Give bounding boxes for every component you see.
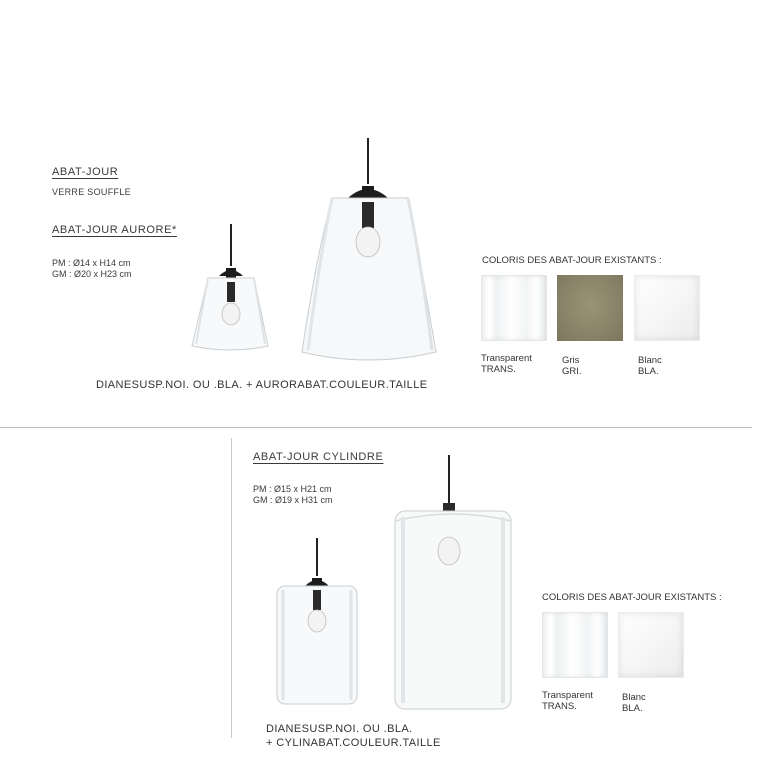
color-code: BLA. <box>638 366 659 377</box>
section-subtitle: VERRE SOUFFLE <box>52 187 131 197</box>
color-name: Blanc <box>622 692 646 703</box>
reference-cylindre <box>266 722 441 750</box>
swatch-caption-blanc <box>622 692 646 714</box>
product-name-cylindre: ABAT-JOUR CYLINDRE <box>253 451 384 463</box>
swatch-transparent <box>481 275 547 341</box>
color-name: Blanc <box>638 355 662 366</box>
swatch-blanc <box>618 612 684 678</box>
product-name-aurore: ABAT-JOUR AURORE* <box>52 224 177 236</box>
color-code: TRANS. <box>481 364 516 375</box>
dimension-gm: GM : Ø20 x H23 cm <box>52 269 132 279</box>
pendant-lamp-cylinder-large-icon <box>392 455 514 715</box>
dimensions-cylindre <box>253 484 333 506</box>
pendant-lamp-cylinder-small-icon <box>274 538 360 708</box>
reference-line-2: + CYLINABAT.COULEUR.TAILLE <box>266 737 441 749</box>
swatch-blanc <box>634 275 700 341</box>
color-name: Transparent <box>542 690 593 701</box>
pendant-lamp-aurore-small-icon <box>186 224 272 354</box>
color-code: GRI. <box>562 366 582 377</box>
section-divider <box>0 427 752 428</box>
color-name: Gris <box>562 355 580 366</box>
vertical-divider <box>231 438 232 738</box>
section-title: ABAT-JOUR <box>52 166 119 178</box>
swatch-caption-blanc <box>638 355 662 377</box>
swatch-caption-transparent <box>481 353 532 375</box>
swatch-transparent <box>542 612 608 678</box>
pendant-lamp-aurore-large-icon <box>298 138 440 364</box>
dimensions-aurore <box>52 258 132 280</box>
color-code: TRANS. <box>542 701 577 712</box>
color-name: Transparent <box>481 353 532 364</box>
colors-heading: COLORIS DES ABAT-JOUR EXISTANTS : <box>482 255 662 266</box>
dimension-pm: PM : Ø15 x H21 cm <box>253 484 332 494</box>
reference-aurore: DIANESUSP.NOI. OU .BLA. + AURORABAT.COULEUR.TAILLE <box>96 379 428 391</box>
swatch-gris <box>557 275 623 341</box>
dimension-pm: PM : Ø14 x H14 cm <box>52 258 131 268</box>
colors-heading: COLORIS DES ABAT-JOUR EXISTANTS : <box>542 592 722 603</box>
dimension-gm: GM : Ø19 x H31 cm <box>253 495 333 505</box>
color-code: BLA. <box>622 703 643 714</box>
swatch-caption-gris <box>562 355 582 377</box>
swatch-caption-transparent <box>542 690 593 712</box>
reference-line-1: DIANESUSP.NOI. OU .BLA. <box>266 723 413 735</box>
